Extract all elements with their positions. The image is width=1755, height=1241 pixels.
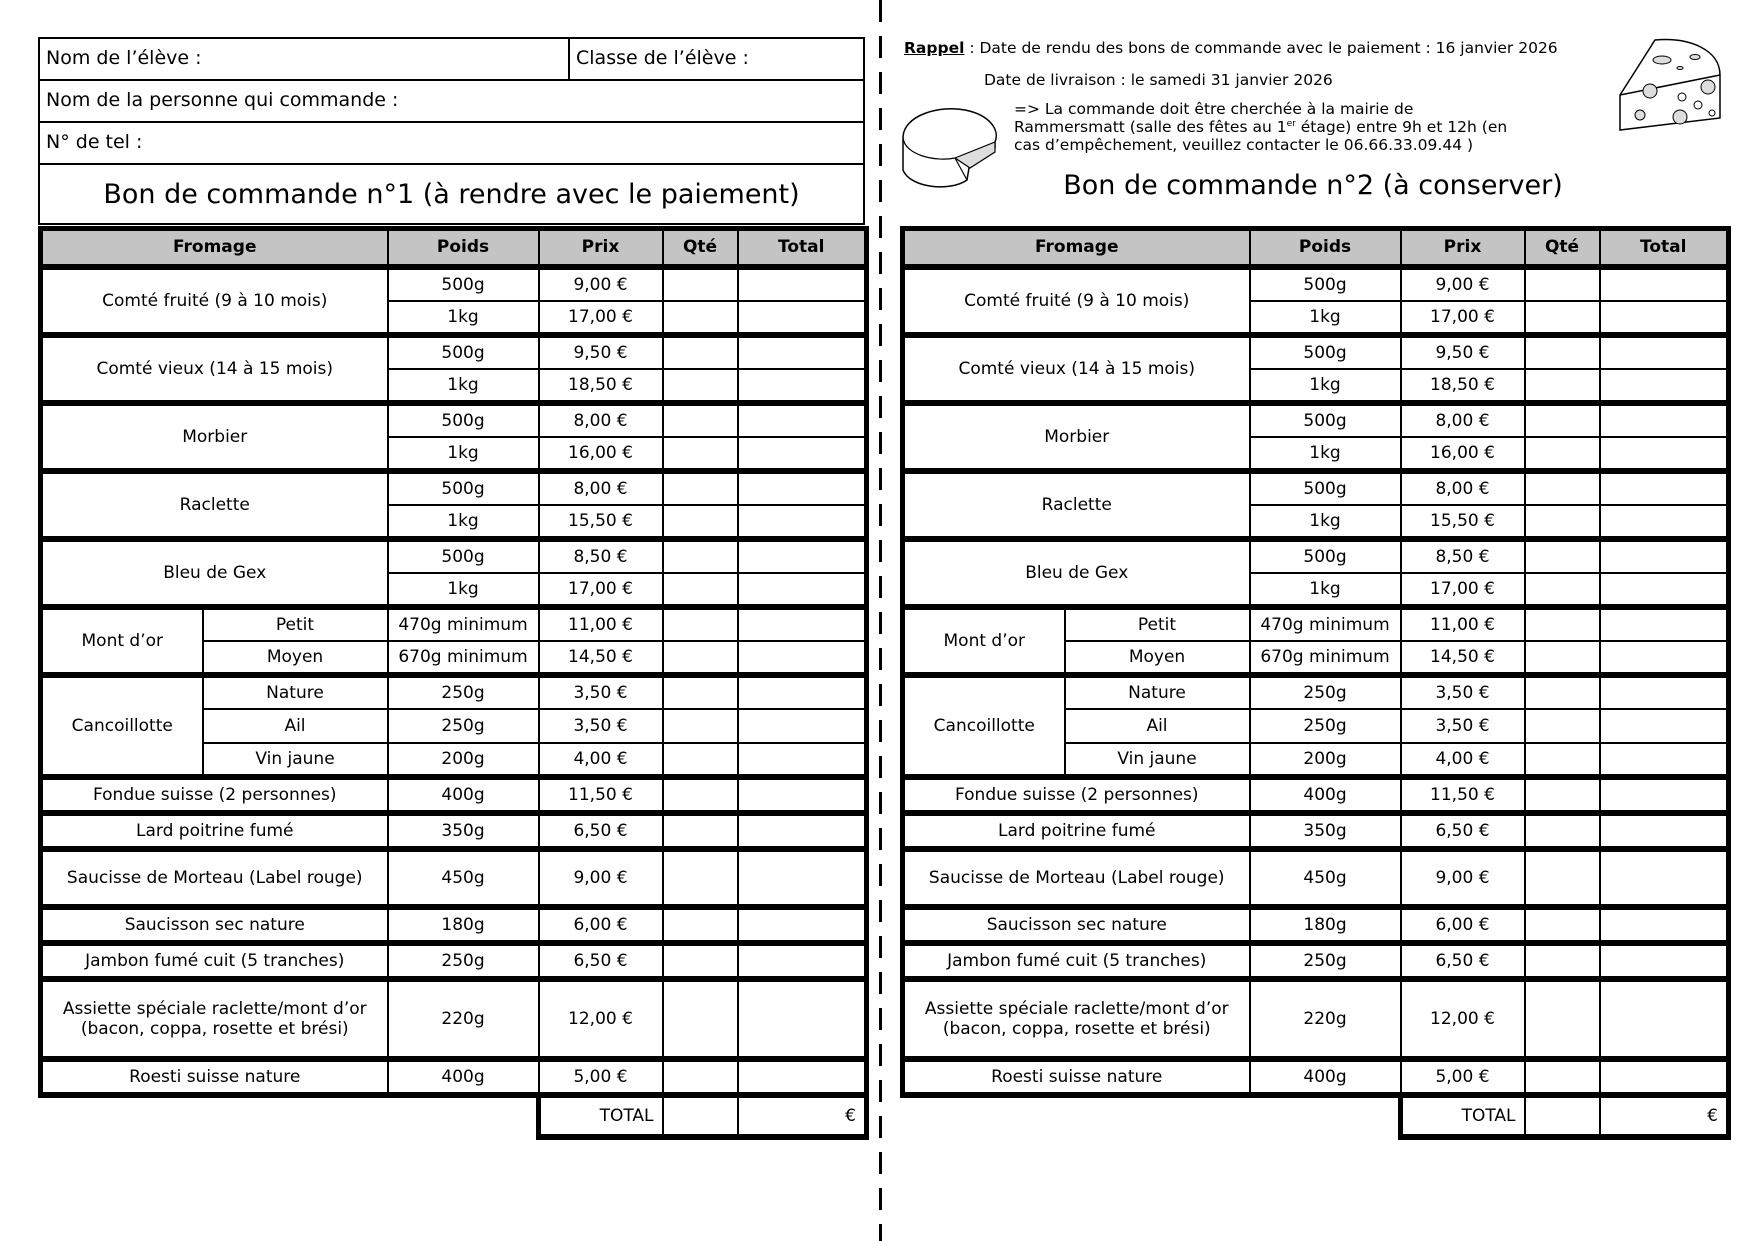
price: 9,00 €	[1401, 849, 1525, 907]
qty-cell[interactable]	[663, 641, 738, 675]
weight: 200g	[1250, 743, 1401, 777]
weight: 250g	[1250, 709, 1401, 743]
price: 4,00 €	[1401, 743, 1525, 777]
qty-cell[interactable]	[1525, 505, 1600, 539]
mont-dor-group	[41, 675, 867, 777]
qty-cell[interactable]	[1525, 403, 1600, 437]
weight: 450g	[1250, 849, 1401, 907]
student-info-box	[38, 37, 865, 225]
qty-cell[interactable]	[663, 675, 738, 709]
total-cell[interactable]	[1600, 539, 1729, 573]
total-cell[interactable]	[1600, 335, 1729, 369]
weight: 670g minimum	[1250, 641, 1401, 675]
total-cell[interactable]	[1600, 403, 1729, 437]
table-row	[41, 813, 867, 849]
weight: 350g	[1250, 813, 1401, 849]
cut-line	[879, 0, 882, 1241]
table-row	[903, 979, 1729, 1059]
qty-cell[interactable]	[1525, 369, 1600, 403]
variant: Nature	[1065, 675, 1250, 709]
weight: 180g	[1250, 907, 1401, 943]
total-cell[interactable]	[738, 403, 867, 437]
product-name: Raclette	[903, 471, 1250, 539]
qty-cell[interactable]	[663, 437, 738, 471]
price: 3,50 €	[539, 709, 663, 743]
qty-cell[interactable]	[663, 607, 738, 641]
qty-cell[interactable]	[1525, 1059, 1600, 1095]
table-row	[41, 403, 867, 437]
price: 3,50 €	[1401, 675, 1525, 709]
price: 8,00 €	[1401, 403, 1525, 437]
table-row	[41, 335, 867, 369]
product-name: Morbier	[41, 403, 388, 471]
qty-cell[interactable]	[663, 777, 738, 813]
weight: 500g	[1250, 267, 1401, 301]
table-row	[903, 335, 1729, 369]
weight: 500g	[388, 539, 539, 573]
total-cell[interactable]	[738, 369, 867, 403]
weight: 250g	[1250, 943, 1401, 979]
price: 8,50 €	[539, 539, 663, 573]
qty-cell[interactable]	[1525, 539, 1600, 573]
info-row-student	[40, 39, 863, 81]
weight: 1kg	[1250, 437, 1401, 471]
product-name: Comté vieux (14 à 15 mois)	[903, 335, 1250, 403]
table-row	[903, 777, 1729, 813]
product-name: Jambon fumé cuit (5 tranches)	[903, 943, 1250, 979]
product-name: Bleu de Gex	[903, 539, 1250, 607]
header-qte: Qté	[1525, 229, 1600, 267]
price: 12,00 €	[539, 979, 663, 1059]
qty-cell[interactable]	[1525, 675, 1600, 709]
price: 6,50 €	[1401, 813, 1525, 849]
table-row	[41, 907, 867, 943]
weight: 500g	[1250, 403, 1401, 437]
total-qty-cell[interactable]	[663, 1095, 738, 1137]
total-cell[interactable]	[738, 907, 867, 943]
total-cell[interactable]	[738, 813, 867, 849]
qty-cell[interactable]	[1525, 943, 1600, 979]
cheese-wedge-icon	[1610, 35, 1730, 135]
total-cell[interactable]	[1600, 943, 1729, 979]
total-cell[interactable]	[738, 335, 867, 369]
table-row	[903, 849, 1729, 907]
student-name-field[interactable]: Nom de l’élève :	[46, 47, 202, 69]
total-cell[interactable]	[1600, 267, 1729, 301]
total-cell[interactable]	[1600, 849, 1729, 907]
qty-cell[interactable]	[663, 573, 738, 607]
header-poids: Poids	[1250, 229, 1401, 267]
total-cell[interactable]	[738, 471, 867, 505]
price: 9,00 €	[539, 849, 663, 907]
weight: 1kg	[1250, 369, 1401, 403]
weight: 470g minimum	[388, 607, 539, 641]
product-name: Mont d’or	[903, 607, 1065, 675]
price: 11,50 €	[539, 777, 663, 813]
product-name: Comté fruité (9 à 10 mois)	[41, 267, 388, 335]
header-total: Total	[738, 229, 867, 267]
weight: 500g	[1250, 471, 1401, 505]
weight: 1kg	[388, 437, 539, 471]
table-row	[903, 607, 1729, 641]
price: 17,00 €	[1401, 301, 1525, 335]
price: 8,50 €	[1401, 539, 1525, 573]
product-name: Raclette	[41, 471, 388, 539]
total-cell[interactable]	[738, 437, 867, 471]
price: 11,50 €	[1401, 777, 1525, 813]
qty-cell[interactable]	[663, 743, 738, 777]
header-qte: Qté	[663, 229, 738, 267]
weight: 500g	[388, 335, 539, 369]
price: 6,50 €	[539, 813, 663, 849]
qty-cell[interactable]	[663, 539, 738, 573]
qty-cell[interactable]	[663, 335, 738, 369]
weight: 220g	[388, 979, 539, 1059]
price: 9,00 €	[539, 267, 663, 301]
weight: 400g	[388, 777, 539, 813]
qty-cell[interactable]	[1525, 267, 1600, 301]
total-row	[41, 1095, 867, 1137]
qty-cell[interactable]	[1525, 335, 1600, 369]
price: 15,50 €	[1401, 505, 1525, 539]
total-cell[interactable]	[1600, 1059, 1729, 1095]
product-name: Saucisse de Morteau (Label rouge)	[41, 849, 388, 907]
price: 6,50 €	[539, 943, 663, 979]
price: 9,00 €	[1401, 267, 1525, 301]
price: 17,00 €	[539, 301, 663, 335]
weight: 350g	[388, 813, 539, 849]
price: 16,00 €	[539, 437, 663, 471]
two-size-rows	[903, 607, 1729, 675]
weight: 250g	[388, 675, 539, 709]
weight: 250g	[388, 709, 539, 743]
total-cell[interactable]	[1600, 675, 1729, 709]
total-amount-cell[interactable]: €	[738, 1095, 867, 1137]
total-cell[interactable]	[738, 301, 867, 335]
total-amount-cell[interactable]: €	[1600, 1095, 1729, 1137]
variant: Petit	[203, 607, 388, 641]
qty-cell[interactable]	[663, 369, 738, 403]
product-name: Cancoillotte	[41, 675, 203, 777]
qty-cell[interactable]	[663, 403, 738, 437]
total-cell[interactable]	[1600, 979, 1729, 1059]
total-cell[interactable]	[1600, 573, 1729, 607]
total-cell[interactable]	[738, 607, 867, 641]
table-row	[41, 471, 867, 505]
qty-cell[interactable]	[663, 301, 738, 335]
product-name: Cancoillotte	[903, 675, 1065, 777]
total-cell[interactable]	[738, 979, 867, 1059]
weight: 400g	[1250, 777, 1401, 813]
orderer-field[interactable]: Nom de la personne qui commande :	[40, 81, 863, 123]
product-name: Jambon fumé cuit (5 tranches)	[41, 943, 388, 979]
price: 11,00 €	[539, 607, 663, 641]
variant: Ail	[1065, 709, 1250, 743]
variant: Moyen	[203, 641, 388, 675]
qty-cell[interactable]	[1525, 813, 1600, 849]
weight: 1kg	[388, 505, 539, 539]
table-row	[41, 607, 867, 641]
total-cell[interactable]	[738, 641, 867, 675]
qty-cell[interactable]	[663, 1059, 738, 1095]
weight: 1kg	[1250, 301, 1401, 335]
total-cell[interactable]	[1600, 301, 1729, 335]
delivery-date: Date de livraison : le samedi 31 janvier 2026	[984, 71, 1333, 89]
table-row	[41, 943, 867, 979]
variant: Vin jaune	[1065, 743, 1250, 777]
total-cell[interactable]	[1600, 813, 1729, 849]
weight: 500g	[388, 403, 539, 437]
table-row	[903, 267, 1729, 301]
qty-cell[interactable]	[1525, 907, 1600, 943]
weight: 1kg	[388, 573, 539, 607]
total-cell[interactable]	[1600, 641, 1729, 675]
header-total: Total	[1600, 229, 1729, 267]
price: 11,00 €	[1401, 607, 1525, 641]
table-row	[903, 471, 1729, 505]
total-cell[interactable]	[738, 539, 867, 573]
total-cell[interactable]	[738, 505, 867, 539]
total-qty-cell[interactable]	[1525, 1095, 1600, 1137]
qty-cell[interactable]	[663, 979, 738, 1059]
price: 8,00 €	[539, 471, 663, 505]
weight: 200g	[388, 743, 539, 777]
product-name: Morbier	[903, 403, 1250, 471]
qty-cell[interactable]	[663, 943, 738, 979]
variant: Moyen	[1065, 641, 1250, 675]
qty-cell[interactable]	[1525, 743, 1600, 777]
two-size-rows	[41, 607, 867, 675]
table-row	[41, 539, 867, 573]
cancoillotte-group	[903, 777, 1729, 1095]
weight: 500g	[1250, 539, 1401, 573]
weight: 470g minimum	[1250, 607, 1401, 641]
variant: Ail	[203, 709, 388, 743]
total-cell[interactable]	[1600, 505, 1729, 539]
price: 9,50 €	[539, 335, 663, 369]
price: 6,50 €	[1401, 943, 1525, 979]
variant: Nature	[203, 675, 388, 709]
total-cell[interactable]	[738, 849, 867, 907]
total-cell[interactable]	[738, 743, 867, 777]
weight: 1kg	[1250, 573, 1401, 607]
table-row	[41, 777, 867, 813]
product-name: Bleu de Gex	[41, 539, 388, 607]
cancoillotte-group	[41, 777, 867, 1095]
qty-cell[interactable]	[663, 907, 738, 943]
weight: 220g	[1250, 979, 1401, 1059]
total-cell[interactable]	[738, 1059, 867, 1095]
price: 8,00 €	[1401, 471, 1525, 505]
weight: 400g	[388, 1059, 539, 1095]
total-cell[interactable]	[1600, 437, 1729, 471]
total-cell[interactable]	[738, 943, 867, 979]
product-name: Assiette spéciale raclette/mont d’or (bacon, coppa, rosette et brési)	[903, 979, 1250, 1059]
total-cell[interactable]	[738, 675, 867, 709]
total-cell[interactable]	[1600, 471, 1729, 505]
weight: 670g minimum	[388, 641, 539, 675]
price: 14,50 €	[539, 641, 663, 675]
order-table-1	[38, 226, 869, 1140]
qty-cell[interactable]	[1525, 607, 1600, 641]
product-name: Saucisse de Morteau (Label rouge)	[903, 849, 1250, 907]
price: 5,00 €	[539, 1059, 663, 1095]
table-row	[41, 979, 867, 1059]
total-cell[interactable]	[738, 777, 867, 813]
total-cell[interactable]	[1600, 743, 1729, 777]
price: 18,50 €	[1401, 369, 1525, 403]
weight: 500g	[388, 471, 539, 505]
price: 17,00 €	[539, 573, 663, 607]
total-cell[interactable]	[738, 573, 867, 607]
table-row	[903, 403, 1729, 437]
product-name: Fondue suisse (2 personnes)	[41, 777, 388, 813]
price: 16,00 €	[1401, 437, 1525, 471]
qty-cell[interactable]	[1525, 471, 1600, 505]
qty-cell[interactable]	[663, 849, 738, 907]
price: 5,00 €	[1401, 1059, 1525, 1095]
weight: 400g	[1250, 1059, 1401, 1095]
table-row	[41, 1059, 867, 1095]
table-row	[903, 675, 1729, 709]
price: 6,00 €	[539, 907, 663, 943]
qty-cell[interactable]	[663, 709, 738, 743]
price: 3,50 €	[1401, 709, 1525, 743]
table-row	[41, 849, 867, 907]
header-prix: Prix	[539, 229, 663, 267]
total-cell[interactable]	[1600, 369, 1729, 403]
price: 14,50 €	[1401, 641, 1525, 675]
product-name: Lard poitrine fumé	[903, 813, 1250, 849]
order-table-2	[900, 226, 1731, 1140]
qty-cell[interactable]	[1525, 437, 1600, 471]
price: 17,00 €	[1401, 573, 1525, 607]
product-name: Comté fruité (9 à 10 mois)	[903, 267, 1250, 335]
table-row	[903, 1059, 1729, 1095]
weight: 250g	[388, 943, 539, 979]
price: 15,50 €	[539, 505, 663, 539]
price: 3,50 €	[539, 675, 663, 709]
header-fromage: Fromage	[903, 229, 1250, 267]
price: 8,00 €	[539, 403, 663, 437]
product-name: Saucisson sec nature	[903, 907, 1250, 943]
product-name: Roesti suisse nature	[41, 1059, 388, 1095]
total-cell[interactable]	[738, 267, 867, 301]
variant: Petit	[1065, 607, 1250, 641]
table-row	[903, 813, 1729, 849]
weight: 500g	[388, 267, 539, 301]
total-cell[interactable]	[1600, 777, 1729, 813]
total-cell[interactable]	[738, 709, 867, 743]
product-name: Mont d’or	[41, 607, 203, 675]
qty-cell[interactable]	[663, 267, 738, 301]
qty-cell[interactable]	[1525, 849, 1600, 907]
product-name: Assiette spéciale raclette/mont d’or (bacon, coppa, rosette et brési)	[41, 979, 388, 1059]
table-header	[903, 229, 1729, 267]
table-row	[41, 675, 867, 709]
qty-cell[interactable]	[1525, 573, 1600, 607]
pickup-info: => La commande doit être cherchée à la mairie de Rammersmatt (salle des fêtes au 1er étage) entre 9h et 12h (en cas d’empêchement, veuillez contacter le 06.66.33.09.44 )	[1014, 100, 1508, 154]
weight: 450g	[388, 849, 539, 907]
student-class-field[interactable]: Classe de l’élève :	[568, 39, 863, 79]
header-fromage: Fromage	[41, 229, 388, 267]
price: 12,00 €	[1401, 979, 1525, 1059]
table-row	[41, 267, 867, 301]
header-poids: Poids	[388, 229, 539, 267]
form1-title: Bon de commande n°1 (à rendre avec le paiement)	[103, 178, 800, 210]
weight: 500g	[1250, 335, 1401, 369]
total-cell[interactable]	[1600, 709, 1729, 743]
table-header	[41, 229, 867, 267]
weight: 1kg	[1250, 505, 1401, 539]
product-name: Comté vieux (14 à 15 mois)	[41, 335, 388, 403]
table-row	[903, 907, 1729, 943]
product-name: Roesti suisse nature	[903, 1059, 1250, 1095]
return-date: : Date de rendu des bons de commande avec le paiement : 16 janvier 2026	[964, 39, 1558, 57]
product-name: Fondue suisse (2 personnes)	[903, 777, 1250, 813]
weight: 250g	[1250, 675, 1401, 709]
weight: 1kg	[388, 301, 539, 335]
phone-field[interactable]: N° de tel :	[40, 123, 863, 165]
total-label: TOTAL	[1401, 1095, 1525, 1137]
qty-cell[interactable]	[1525, 777, 1600, 813]
total-cell[interactable]	[1600, 607, 1729, 641]
product-name: Lard poitrine fumé	[41, 813, 388, 849]
qty-cell[interactable]	[663, 505, 738, 539]
form2-title: Bon de commande n°2 (à conserver)	[1063, 170, 1563, 201]
table-row	[903, 539, 1729, 573]
total-cell[interactable]	[1600, 907, 1729, 943]
qty-cell[interactable]	[1525, 301, 1600, 335]
qty-cell[interactable]	[1525, 979, 1600, 1059]
variant: Vin jaune	[203, 743, 388, 777]
qty-cell[interactable]	[663, 813, 738, 849]
total-label: TOTAL	[539, 1095, 663, 1137]
table-row	[903, 943, 1729, 979]
price: 9,50 €	[1401, 335, 1525, 369]
mont-dor-group	[903, 675, 1729, 777]
price: 4,00 €	[539, 743, 663, 777]
weight: 1kg	[388, 369, 539, 403]
reminder-label: Rappel	[904, 39, 965, 57]
price: 6,00 €	[1401, 907, 1525, 943]
qty-cell[interactable]	[1525, 709, 1600, 743]
header-prix: Prix	[1401, 229, 1525, 267]
total-row	[903, 1095, 1729, 1137]
qty-cell[interactable]	[1525, 641, 1600, 675]
price: 18,50 €	[539, 369, 663, 403]
qty-cell[interactable]	[663, 471, 738, 505]
product-name: Saucisson sec nature	[41, 907, 388, 943]
weight: 180g	[388, 907, 539, 943]
